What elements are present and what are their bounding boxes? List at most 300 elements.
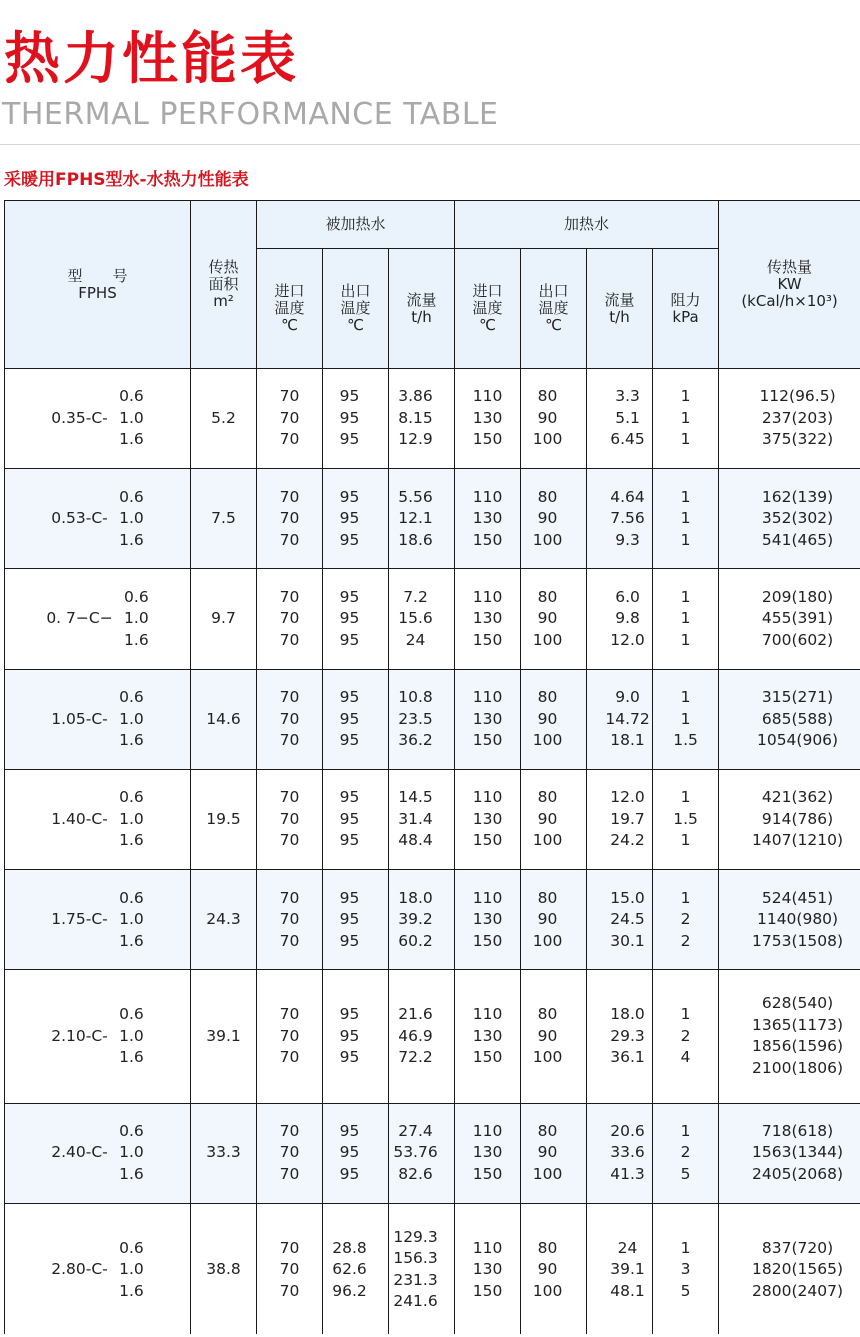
cell-value: 1140(980) [756, 910, 839, 929]
cell-value: 70 [279, 1238, 300, 1257]
model-sizes [117, 587, 149, 652]
header-heat-l3: (kCal/h×10³) [741, 292, 838, 310]
header-area [191, 201, 257, 369]
cell-gin [455, 669, 521, 769]
model-size: 1.6 [124, 630, 149, 649]
cell-value: 95 [339, 688, 360, 707]
cell-value: 70 [279, 530, 300, 549]
header-heated-in-temp [257, 249, 323, 369]
cell-value: 100 [532, 530, 563, 549]
cell-value: 70 [279, 1005, 300, 1024]
h-l2: 温度 [472, 299, 503, 317]
cell-value: 80 [537, 688, 558, 707]
cell-value: 1820(1565) [752, 1260, 844, 1279]
cell-value: 150 [472, 731, 503, 750]
cell-value: 1 [680, 509, 691, 528]
model-size: 0.6 [119, 788, 144, 807]
cell-value: 2100(1806) [752, 1058, 844, 1077]
cell-value: 9.0 [615, 688, 640, 707]
model-prefix: 2.10-C- [51, 1026, 108, 1045]
cell-hin [257, 1103, 323, 1203]
cell-value: 100 [532, 1164, 563, 1183]
model-size: 1.0 [119, 408, 144, 427]
model-sizes [112, 487, 144, 552]
cell-heat [719, 669, 860, 769]
cell-gin [455, 1203, 521, 1336]
model-size: 1.6 [119, 1048, 144, 1067]
cell-value: 70 [279, 709, 300, 728]
cell-value: 95 [339, 430, 360, 449]
model-prefix: 1.75-C- [51, 910, 108, 929]
cell-value: 1407(1210) [752, 831, 844, 850]
cell-gin [455, 469, 521, 569]
cell-gout [521, 1203, 587, 1336]
cell-res [653, 669, 719, 769]
h-l1: 阻力 [670, 290, 701, 309]
cell-value: 10.8 [398, 688, 433, 707]
cell-res [653, 769, 719, 869]
cell-gout [521, 970, 587, 1103]
header-area-l2: 面积 [208, 275, 239, 293]
cell-area: 14.6 [191, 669, 257, 769]
cell-hin [257, 569, 323, 669]
cell-value: 70 [279, 831, 300, 850]
cell-model [5, 769, 191, 869]
cell-value: 95 [339, 587, 360, 606]
cell-value: 80 [537, 788, 558, 807]
cell-res [653, 1203, 719, 1336]
model-size: 0.6 [119, 487, 144, 506]
cell-gout [521, 669, 587, 769]
cell-value: 80 [537, 888, 558, 907]
cell-value: 70 [279, 408, 300, 427]
cell-model [5, 970, 191, 1103]
table-row [5, 569, 860, 669]
cell-value: 70 [279, 609, 300, 628]
cell-value: 95 [339, 509, 360, 528]
model-sizes [112, 1238, 144, 1303]
model-size: 1.0 [119, 910, 144, 929]
cell-hflow [389, 970, 455, 1103]
cell-value: 95 [339, 387, 360, 406]
cell-value: 100 [532, 630, 563, 649]
table-row [5, 1103, 860, 1203]
cell-gflow [587, 1103, 653, 1203]
cell-gflow [587, 870, 653, 970]
model-size: 1.6 [119, 530, 144, 549]
cell-value: 156.3 [393, 1249, 438, 1268]
cell-value: 95 [339, 1143, 360, 1162]
table-row [5, 970, 860, 1103]
cell-value: 315(271) [761, 688, 834, 707]
cell-value: 700(602) [761, 630, 834, 649]
cell-value: 70 [279, 931, 300, 950]
cell-value: 375(322) [761, 430, 834, 449]
cell-value: 70 [279, 630, 300, 649]
h-l2: kPa [672, 307, 699, 326]
cell-value: 90 [537, 1260, 558, 1279]
cell-hflow [389, 469, 455, 569]
cell-value: 1 [680, 788, 691, 807]
model-size: 1.0 [119, 1026, 144, 1045]
cell-value: 1 [680, 630, 691, 649]
cell-value: 110 [472, 688, 503, 707]
model-prefix: 0. 7−C− [46, 609, 113, 628]
cell-gflow [587, 369, 653, 469]
h-l2: 温度 [538, 299, 569, 317]
header-area-l1: 传热 [208, 258, 239, 276]
header-heated-flow [389, 249, 455, 369]
header-group-heated: 被加热水 [257, 201, 455, 249]
cell-heat [719, 870, 860, 970]
cell-value: 5 [680, 1164, 691, 1183]
cell-value: 24.2 [610, 831, 645, 850]
model-sizes [112, 888, 144, 953]
cell-value: 21.6 [398, 1005, 433, 1024]
cell-value: 237(203) [761, 408, 834, 427]
model-sizes [112, 386, 144, 451]
cell-value: 1 [680, 888, 691, 907]
cell-res [653, 569, 719, 669]
cell-gout [521, 769, 587, 869]
header-heating-flow [587, 249, 653, 369]
cell-hout [323, 1103, 389, 1203]
cell-value: 110 [472, 888, 503, 907]
cell-value: 100 [532, 731, 563, 750]
cell-value: 24 [617, 1238, 638, 1257]
cell-value: 95 [339, 809, 360, 828]
cell-gflow [587, 1203, 653, 1336]
cell-model [5, 669, 191, 769]
cell-hout [323, 369, 389, 469]
cell-hflow [389, 369, 455, 469]
cell-value: 9.8 [615, 609, 640, 628]
cell-value: 70 [279, 1026, 300, 1045]
page-subtitle-english: THERMAL PERFORMANCE TABLE [2, 97, 499, 132]
cell-value: 60.2 [398, 931, 433, 950]
h-l3: ℃ [479, 316, 496, 334]
h-l2: t/h [411, 307, 432, 326]
model-size: 0.6 [119, 688, 144, 707]
model-prefix: 0.53-C- [51, 509, 108, 528]
cell-value: 5 [680, 1281, 691, 1300]
model-prefix: 0.35-C- [51, 408, 108, 427]
cell-value: 914(786) [761, 809, 834, 828]
model-size: 1.6 [119, 430, 144, 449]
h-l1: 流量 [604, 290, 635, 309]
cell-value: 150 [472, 931, 503, 950]
cell-hin [257, 1203, 323, 1336]
cell-value: 150 [472, 430, 503, 449]
cell-hout [323, 469, 389, 569]
cell-gin [455, 369, 521, 469]
cell-value: 18.6 [398, 530, 433, 549]
h-l1: 进口 [472, 282, 503, 300]
cell-value: 8.15 [398, 408, 433, 427]
cell-value: 12.0 [610, 630, 645, 649]
cell-value: 150 [472, 1281, 503, 1300]
cell-value: 1 [680, 408, 691, 427]
cell-value: 70 [279, 387, 300, 406]
cell-value: 130 [472, 1026, 503, 1045]
cell-value: 20.6 [610, 1121, 645, 1140]
cell-heat [719, 1203, 860, 1336]
cell-value: 1 [680, 487, 691, 506]
header-group-heating: 加热水 [455, 201, 719, 249]
model-size: 1.0 [119, 709, 144, 728]
cell-area: 33.3 [191, 1103, 257, 1203]
cell-value: 15.6 [398, 609, 433, 628]
cell-gin [455, 569, 521, 669]
h-l1: 流量 [406, 290, 437, 309]
cell-value: 1 [680, 587, 691, 606]
cell-value: 90 [537, 809, 558, 828]
cell-value: 90 [537, 910, 558, 929]
header-heat-transfer [719, 201, 860, 369]
cell-value: 2 [680, 910, 691, 929]
h-l3: ℃ [347, 316, 364, 334]
cell-value: 150 [472, 1048, 503, 1067]
model-sizes [112, 1004, 144, 1069]
cell-value: 12.1 [398, 509, 433, 528]
cell-value: 90 [537, 609, 558, 628]
cell-value: 48.1 [610, 1281, 645, 1300]
model-prefix: 1.05-C- [51, 709, 108, 728]
cell-value: 1365(1173) [752, 1015, 844, 1034]
cell-value: 110 [472, 1238, 503, 1257]
h-l2: 温度 [274, 299, 305, 317]
cell-value: 62.6 [332, 1260, 367, 1279]
cell-res [653, 369, 719, 469]
cell-value: 1.5 [673, 731, 698, 750]
cell-value: 130 [472, 509, 503, 528]
cell-value: 2405(2068) [752, 1164, 844, 1183]
cell-hin [257, 469, 323, 569]
cell-value: 1054(906) [756, 731, 839, 750]
cell-value: 2 [680, 1026, 691, 1045]
cell-value: 685(588) [761, 709, 834, 728]
cell-value: 1 [680, 709, 691, 728]
cell-value: 41.3 [610, 1164, 645, 1183]
cell-model [5, 870, 191, 970]
cell-gout [521, 569, 587, 669]
cell-value: 9.3 [615, 530, 640, 549]
cell-value: 1 [680, 831, 691, 850]
cell-value: 70 [279, 587, 300, 606]
cell-value: 95 [339, 731, 360, 750]
cell-gflow [587, 469, 653, 569]
cell-res [653, 1103, 719, 1203]
cell-value: 70 [279, 430, 300, 449]
cell-value: 82.6 [398, 1164, 433, 1183]
cell-gin [455, 769, 521, 869]
cell-gin [455, 970, 521, 1103]
cell-value: 1 [680, 430, 691, 449]
cell-value: 30.1 [610, 931, 645, 950]
cell-value: 70 [279, 1281, 300, 1300]
cell-heat [719, 469, 860, 569]
cell-hin [257, 669, 323, 769]
cell-value: 2 [680, 931, 691, 950]
table-row [5, 369, 860, 469]
cell-hflow [389, 569, 455, 669]
cell-hout [323, 769, 389, 869]
cell-value: 95 [339, 788, 360, 807]
model-size: 0.6 [119, 1238, 144, 1257]
cell-value: 130 [472, 709, 503, 728]
header-heating-out-temp [521, 249, 587, 369]
model-size: 1.6 [119, 831, 144, 850]
cell-value: 95 [339, 630, 360, 649]
cell-value: 110 [472, 487, 503, 506]
cell-value: 70 [279, 487, 300, 506]
h-l1: 出口 [340, 282, 371, 300]
cell-res [653, 870, 719, 970]
cell-value: 130 [472, 1143, 503, 1162]
model-size: 1.6 [119, 1281, 144, 1300]
cell-value: 18.0 [398, 888, 433, 907]
header-heat-l2: KW [777, 275, 802, 293]
cell-value: 1856(1596) [752, 1037, 844, 1056]
h-l2: t/h [609, 307, 630, 326]
cell-value: 14.5 [398, 788, 433, 807]
cell-gflow [587, 769, 653, 869]
cell-value: 541(465) [761, 530, 834, 549]
cell-value: 70 [279, 1121, 300, 1140]
cell-area: 19.5 [191, 769, 257, 869]
model-size: 1.0 [119, 509, 144, 528]
cell-value: 130 [472, 1260, 503, 1279]
cell-value: 110 [472, 1121, 503, 1140]
cell-value: 90 [537, 408, 558, 427]
cell-value: 95 [339, 408, 360, 427]
cell-value: 95 [339, 1164, 360, 1183]
cell-value: 100 [532, 931, 563, 950]
table-row [5, 870, 860, 970]
cell-value: 12.9 [398, 430, 433, 449]
header-model-en: FPHS [78, 283, 117, 302]
cell-value: 95 [339, 931, 360, 950]
header-heated-out-temp [323, 249, 389, 369]
cell-value: 95 [339, 530, 360, 549]
cell-value: 3 [680, 1260, 691, 1279]
table-caption: 采暖用FPHS型水-水热力性能表 [4, 170, 249, 190]
cell-hout [323, 669, 389, 769]
h-l3: ℃ [281, 316, 298, 334]
page-title: 热力性能表 [4, 27, 299, 92]
cell-value: 1 [680, 1121, 691, 1140]
cell-value: 6.0 [615, 587, 640, 606]
cell-value: 29.3 [610, 1026, 645, 1045]
cell-gflow [587, 569, 653, 669]
cell-value: 95 [339, 1026, 360, 1045]
cell-value: 18.0 [610, 1005, 645, 1024]
cell-model [5, 469, 191, 569]
h-l1: 进口 [274, 282, 305, 300]
model-prefix: 1.40-C- [51, 809, 108, 828]
cell-value: 1 [680, 688, 691, 707]
cell-value: 70 [279, 688, 300, 707]
cell-value: 80 [537, 487, 558, 506]
cell-value: 150 [472, 630, 503, 649]
cell-value: 14.72 [605, 709, 650, 728]
cell-value: 80 [537, 1005, 558, 1024]
cell-area: 24.3 [191, 870, 257, 970]
cell-value: 130 [472, 609, 503, 628]
cell-value: 96.2 [332, 1281, 367, 1300]
cell-value: 31.4 [398, 809, 433, 828]
cell-gout [521, 369, 587, 469]
h-l3: ℃ [545, 316, 562, 334]
cell-value: 95 [339, 709, 360, 728]
cell-hout [323, 970, 389, 1103]
cell-gout [521, 469, 587, 569]
cell-heat [719, 970, 860, 1103]
header-heat-l1: 传热量 [767, 258, 813, 276]
cell-hout [323, 569, 389, 669]
cell-value: 39.1 [610, 1260, 645, 1279]
cell-value: 162(139) [761, 487, 834, 506]
cell-gin [455, 870, 521, 970]
cell-value: 5.1 [615, 408, 640, 427]
model-size: 1.6 [119, 931, 144, 950]
cell-heat [719, 569, 860, 669]
thermal-performance-table [4, 200, 860, 1337]
cell-value: 33.6 [610, 1143, 645, 1162]
cell-area: 5.2 [191, 369, 257, 469]
cell-value: 23.5 [398, 709, 433, 728]
cell-value: 231.3 [393, 1270, 438, 1289]
cell-hflow [389, 769, 455, 869]
cell-value: 90 [537, 709, 558, 728]
cell-value: 150 [472, 831, 503, 850]
cell-value: 53.76 [393, 1143, 438, 1162]
cell-res [653, 469, 719, 569]
cell-model [5, 369, 191, 469]
cell-value: 7.2 [403, 587, 428, 606]
cell-hin [257, 769, 323, 869]
model-size: 1.0 [119, 1143, 144, 1162]
cell-value: 1 [680, 1005, 691, 1024]
header-model-cn: 型 号 [67, 266, 128, 285]
model-sizes [112, 687, 144, 752]
cell-value: 100 [532, 1048, 563, 1067]
cell-value: 1 [680, 609, 691, 628]
cell-value: 90 [537, 509, 558, 528]
cell-heat [719, 369, 860, 469]
cell-value: 837(720) [761, 1238, 834, 1257]
cell-value: 95 [339, 1005, 360, 1024]
cell-value: 100 [532, 1281, 563, 1300]
model-size: 1.0 [119, 809, 144, 828]
cell-value: 95 [339, 1048, 360, 1067]
cell-value: 150 [472, 530, 503, 549]
cell-value: 2 [680, 1143, 691, 1162]
cell-hflow [389, 1103, 455, 1203]
cell-value: 110 [472, 1005, 503, 1024]
model-sizes [112, 1121, 144, 1186]
cell-value: 352(302) [761, 509, 834, 528]
header-area-unit: m² [213, 292, 234, 310]
cell-value: 129.3 [393, 1227, 438, 1246]
cell-hout [323, 870, 389, 970]
cell-value: 95 [339, 910, 360, 929]
cell-value: 19.7 [610, 809, 645, 828]
cell-hflow [389, 870, 455, 970]
cell-value: 36.1 [610, 1048, 645, 1067]
cell-area: 9.7 [191, 569, 257, 669]
cell-heat [719, 769, 860, 869]
